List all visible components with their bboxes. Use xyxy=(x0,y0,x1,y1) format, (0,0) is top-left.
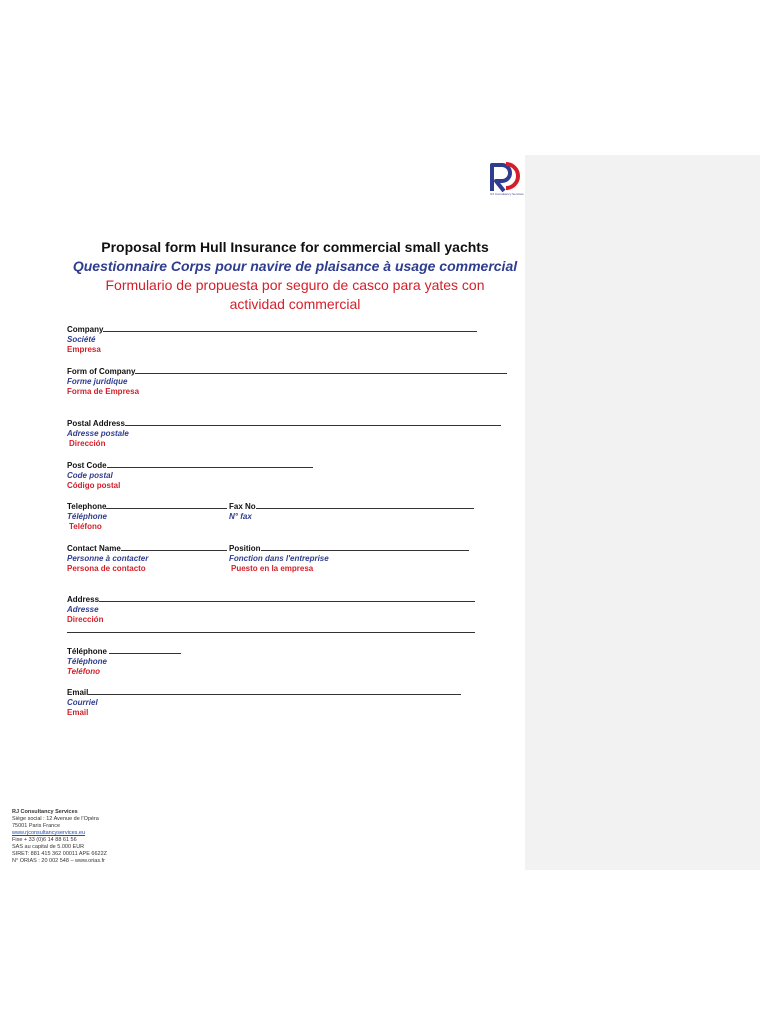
telephone-label: Telephone xyxy=(67,502,107,511)
title-spanish-line2: actividad commercial xyxy=(229,296,361,312)
fax-input-line[interactable] xyxy=(256,501,474,509)
form-title xyxy=(60,238,530,314)
logo-caption: RJ Consultancy Services xyxy=(490,192,524,196)
email-input-line[interactable] xyxy=(88,687,461,695)
telephone2-input-line[interactable] xyxy=(109,646,181,654)
postal-address-label-es: Dirección xyxy=(69,439,106,448)
postal-address-field xyxy=(67,418,501,449)
title-spanish-line1: Formulario de propuesta por seguro de casco para yates con xyxy=(105,277,485,293)
footer-email-link[interactable]: www.rjconsultancyservices.eu xyxy=(12,830,86,836)
address-input-line[interactable] xyxy=(99,594,475,602)
address-field xyxy=(67,594,475,636)
title-english: Proposal form Hull Insurance for commercial small yachts xyxy=(101,239,489,255)
form-of-company-label-fr: Forme juridique xyxy=(67,377,128,386)
address-extra-input-line[interactable] xyxy=(67,625,475,633)
telephone2-label-es: Teléfono xyxy=(67,667,101,676)
post-code-label: Post Code xyxy=(67,461,107,470)
comment-pane xyxy=(525,155,760,870)
address-label-es: Dirección xyxy=(67,615,104,624)
form-of-company-label-es: Forma de Empresa xyxy=(67,387,140,396)
company-label-es: Empresa xyxy=(67,345,101,354)
telephone-input-line[interactable] xyxy=(106,501,227,509)
footer-address-line1: Siège social : 12 Avenue de l'Opéra xyxy=(12,816,99,822)
company-label-fr: Société xyxy=(67,335,96,344)
contact-name-label-fr: Personne à contacter xyxy=(67,554,149,563)
company-label: Company xyxy=(67,325,104,334)
address-label-fr: Adresse xyxy=(67,605,99,614)
telephone-label-fr: Téléphone xyxy=(67,512,108,521)
company-input-line[interactable] xyxy=(103,324,477,332)
email-label: Email xyxy=(67,688,89,697)
postal-address-label: Postal Address xyxy=(67,419,125,428)
form-of-company-input-line[interactable] xyxy=(135,366,507,374)
position-label: Position xyxy=(229,544,261,553)
title-french: Questionnaire Corps pour navire de plaisance à usage commercial xyxy=(72,258,518,274)
footer-company: RJ Consultancy Services xyxy=(12,809,78,815)
company-field xyxy=(67,324,477,355)
fax-label-fr: N° fax xyxy=(229,512,252,521)
postal-address-label-fr: Adresse postale xyxy=(67,429,129,438)
post-code-label-es: Código postal xyxy=(67,481,121,490)
position-label-fr: Fonction dans l'entreprise xyxy=(229,554,329,563)
email-field xyxy=(67,687,461,718)
company-footer xyxy=(12,809,107,865)
footer-address-line2: 75001 Paris France xyxy=(12,823,60,829)
form-of-company-label: Form of Company xyxy=(67,367,136,376)
telephone2-label: Téléphone xyxy=(67,647,108,656)
fax-field xyxy=(229,501,474,522)
address-label: Address xyxy=(67,595,100,604)
footer-phone: Fixe + 33 (0)6 14 88 61 56 xyxy=(12,837,77,843)
post-code-label-fr: Code postal xyxy=(67,471,113,480)
post-code-input-line[interactable] xyxy=(107,460,313,468)
email-label-es: Email xyxy=(67,708,89,717)
contact-name-input-line[interactable] xyxy=(121,543,227,551)
telephone-label-es: Teléfono xyxy=(69,522,102,531)
footer-orias: N° ORIAS : 20 002 548 – www.orias.fr xyxy=(12,858,105,864)
contact-name-label-es: Persona de contacto xyxy=(67,564,146,573)
position-field xyxy=(229,543,469,574)
contact-name-label: Contact Name xyxy=(67,544,121,553)
telephone2-label-fr: Téléphone xyxy=(67,657,108,666)
position-input-line[interactable] xyxy=(261,543,469,551)
postal-address-input-line[interactable] xyxy=(125,418,501,426)
footer-capital: SAS au capital de 5.000 EUR xyxy=(12,844,85,850)
telephone2-field xyxy=(67,646,181,677)
fax-label: Fax No xyxy=(229,502,256,511)
post-code-field xyxy=(67,460,313,491)
form-of-company-field xyxy=(67,366,507,397)
contact-name-field xyxy=(67,543,227,574)
footer-siret: SIRET: 881 415 362 00011 APE 6622Z xyxy=(12,851,107,857)
position-label-es: Puesto en la empresa xyxy=(231,564,314,573)
email-label-fr: Courriel xyxy=(67,698,98,707)
telephone-field xyxy=(67,501,227,532)
